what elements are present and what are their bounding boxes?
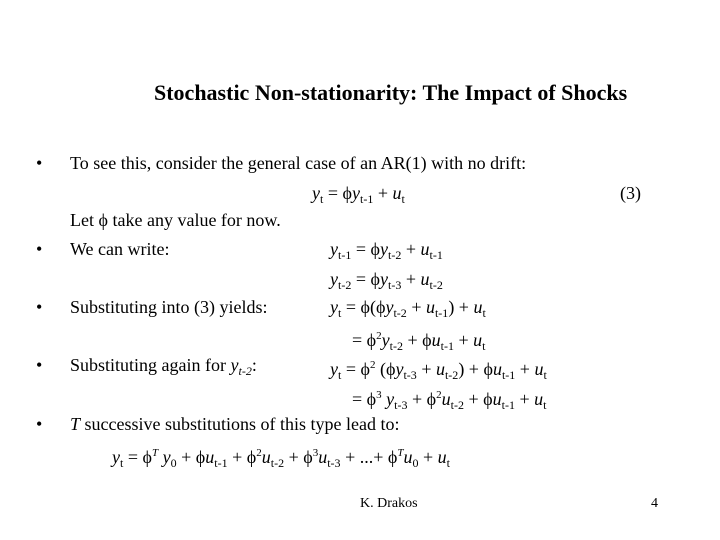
bullet-1-text: To see this, consider the general case of an AR(1) with no drift: xyxy=(70,153,527,173)
bullet-2: • xyxy=(36,239,43,259)
bullet-3: • xyxy=(36,297,43,317)
equation-yt1: $y_{t-1} = \phi y_{t-2} + u_{t-1}$ xyxy=(330,239,443,262)
bullet-5-text: T successive substitutions of this type lead to: xyxy=(70,414,400,434)
let-phi-text: Let ϕ take any value for now. xyxy=(70,210,281,230)
bullet-2-text: We can write: xyxy=(70,239,170,259)
equation-sub2-simplified: = $\phi^3$ $y_{t-3} + \phi^2u_{t-2} + \phi u_{t-1} + u_t$ xyxy=(352,389,547,412)
bullet-5: • xyxy=(36,414,43,434)
equation-3-label: (3) xyxy=(620,183,641,203)
bullet-4-text: Substituting again for $y_{t-2}$: xyxy=(70,355,257,378)
equation-sub1-simplified: = $\phi^2y_{t-2} + \phi u_{t-1} + u_t$ xyxy=(352,330,486,353)
bullet-4: • xyxy=(36,355,43,375)
equation-sub2: $y_t = \phi^2$ $(\phi y_{t-3} + u_{t-2}) + \phi u_{t-1} + u_t$ xyxy=(330,359,547,382)
bullet-1: • xyxy=(36,153,43,173)
equation-3: $y_t = \phi y_{t-1} + u_t$ xyxy=(312,183,405,206)
equation-yt2: $y_{t-2} = \phi y_{t-3} + u_{t-2}$ xyxy=(330,269,443,292)
equation-general: $y_t = \phi^T$ $y_0 + \phi u_{t-1} + \phi^2u_{t-2} + \phi^3u_{t-3}$ + ...+ $\phi^Tu_0 + u_t$ xyxy=(112,447,450,470)
page-number: 4 xyxy=(651,496,658,511)
equation-sub1: $y_t = \phi(\phi y_{t-2} + u_{t-1}) + u_t$ xyxy=(330,297,486,320)
footer-author: K. Drakos xyxy=(360,496,418,511)
slide-title: Stochastic Non-stationarity: The Impact of Shocks xyxy=(154,80,628,105)
bullet-3-text: Substituting into (3) yields: xyxy=(70,297,268,317)
